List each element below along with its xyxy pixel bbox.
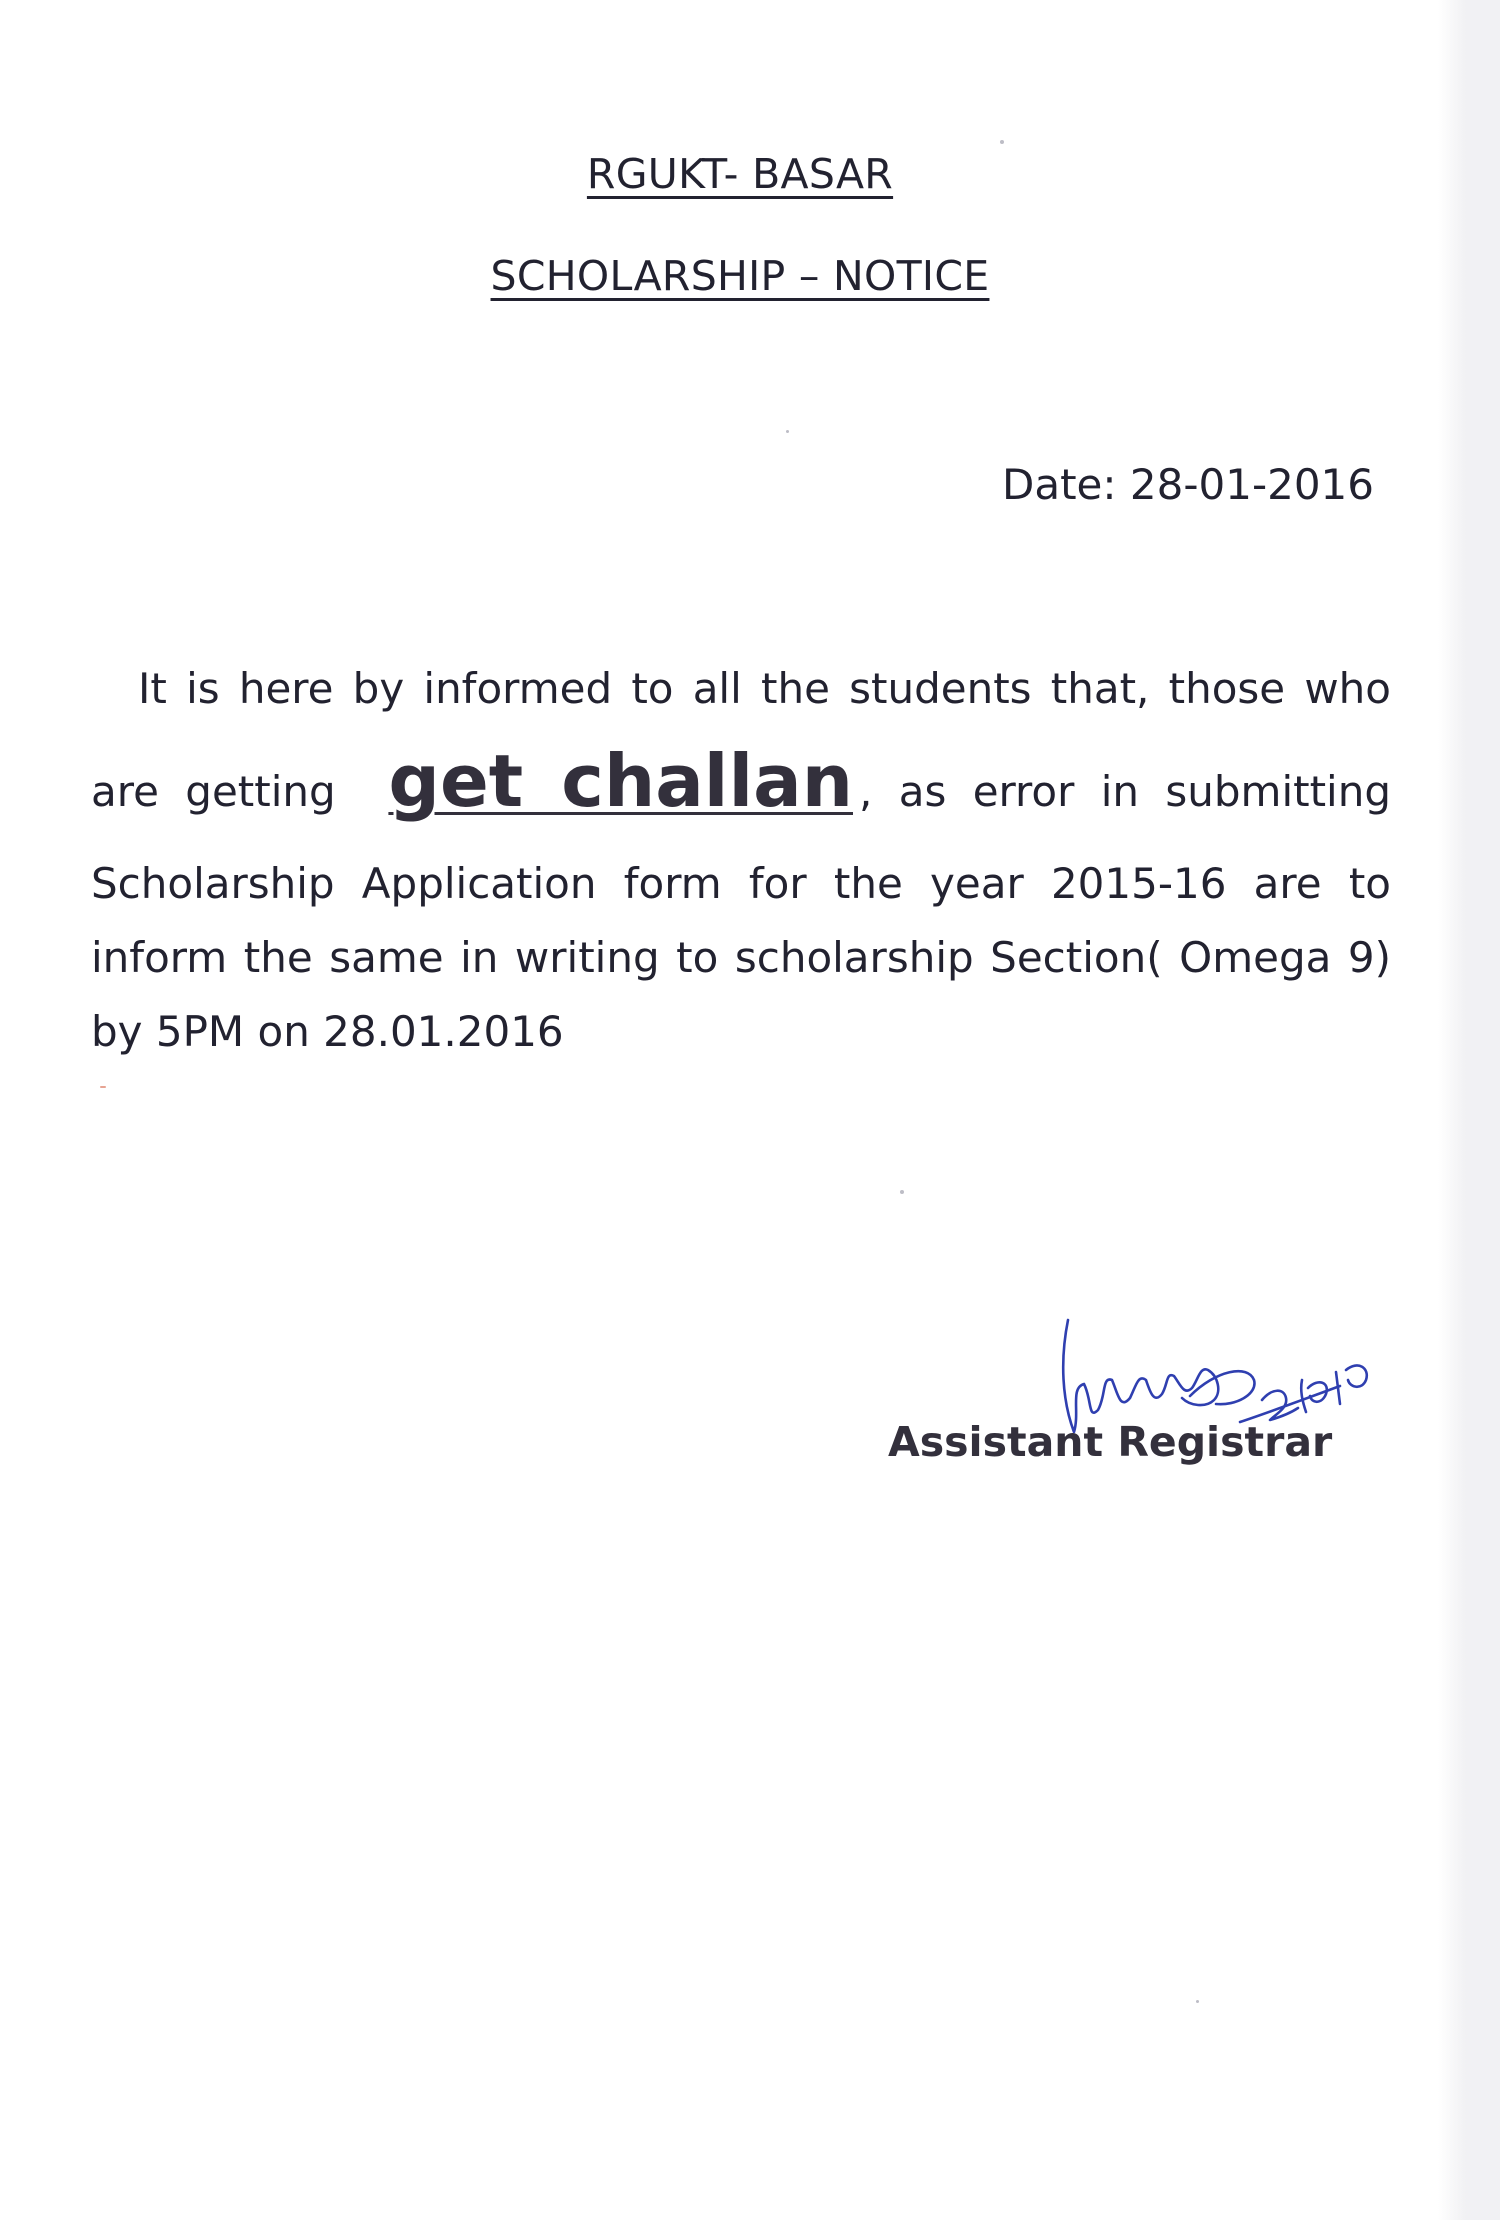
- notice-body: [91, 652, 1391, 1069]
- notice-heading: [0, 252, 1480, 300]
- signature-stroke-underline: [1240, 1386, 1340, 1422]
- body-line-2-prefix: are getting: [91, 767, 336, 816]
- institution-heading: [0, 150, 1480, 198]
- body-line-2: [91, 726, 1391, 847]
- body-line-2-suffix: , as error in submitting: [859, 767, 1392, 816]
- scan-speck: [900, 1190, 904, 1194]
- notice-title: SCHOLARSHIP – NOTICE: [490, 252, 990, 300]
- scan-speck: [100, 1086, 106, 1088]
- scan-speck: [1196, 2000, 1199, 2003]
- body-line-4: inform the same in writing to scholarship Section( Omega 9): [91, 933, 1391, 982]
- body-line-3: Scholarship Application form for the year 2015-16 are to: [91, 859, 1391, 908]
- body-line-1: It is here by informed to all the students that, those who: [138, 664, 1391, 713]
- highlighted-phrase: get challan: [388, 739, 853, 823]
- scan-speck: [1000, 140, 1004, 144]
- scan-edge-shadow: [1438, 0, 1500, 2220]
- notice-date: Date: 28-01-2016: [1002, 460, 1374, 509]
- signature-stroke-date: [1262, 1365, 1367, 1420]
- scan-speck: [786, 430, 789, 433]
- signatory-designation: Assistant Registrar: [888, 1418, 1333, 1466]
- signature-stroke-main: [1063, 1320, 1218, 1432]
- body-line-5: by 5PM on 28.01.2016: [91, 1007, 564, 1056]
- institution-name: RGUKT- BASAR: [586, 150, 894, 198]
